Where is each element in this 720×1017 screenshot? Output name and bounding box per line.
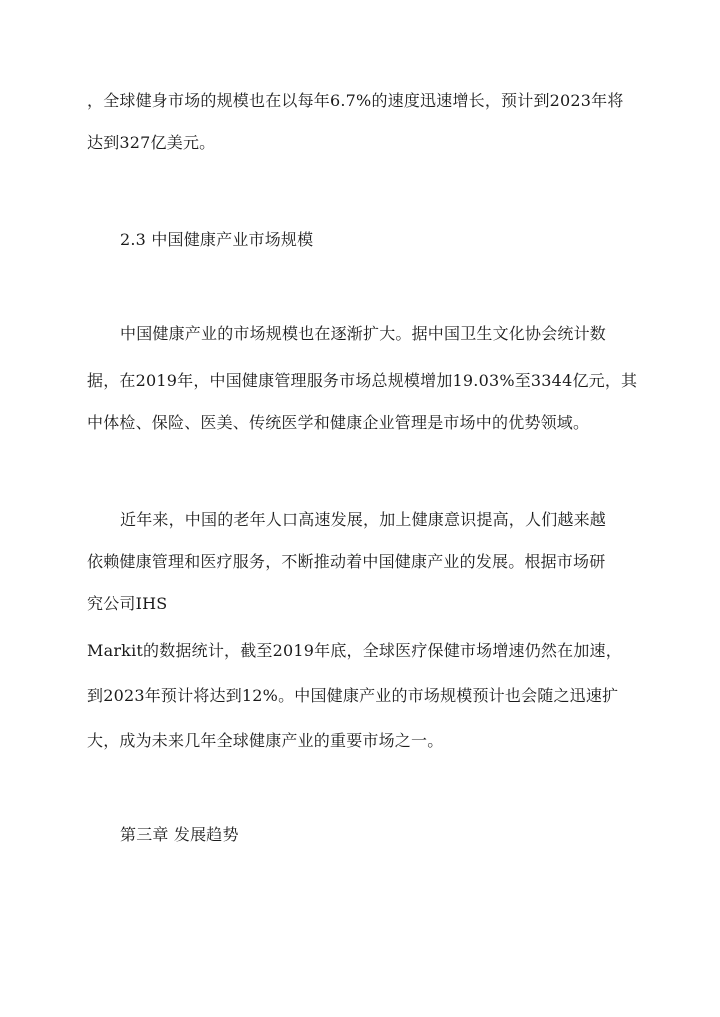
paragraph-line: 中国健康产业的市场规模也在逐渐扩大。据中国卫生文化协会统计数 <box>120 324 607 343</box>
section-heading: 2.3 中国健康产业市场规模 <box>120 230 314 249</box>
chapter-heading: 第三章 发展趋势 <box>120 825 239 844</box>
paragraph-line: 依赖健康管理和医疗服务，不断推动着中国健康产业的发展。根据市场研 <box>87 552 606 571</box>
paragraph-line: 达到327亿美元。 <box>87 133 216 152</box>
paragraph-line: 到2023年预计将达到12%。中国健康产业的市场规模预计也会随之迅速扩 <box>87 686 619 705</box>
paragraph-line: 大，成为未来几年全球健康产业的重要市场之一。 <box>87 731 444 750</box>
paragraph-line: 中体检、保险、医美、传统医学和健康企业管理是市场中的优势领域。 <box>87 413 590 432</box>
paragraph-line: ，全球健身市场的规模也在以每年6.7%的速度迅速增长，预计到2023年将 <box>87 91 624 110</box>
paragraph-line: 究公司IHS <box>87 594 168 613</box>
paragraph-line: 据，在2019年，中国健康管理服务市场总规模增加19.03%至3344亿元，其 <box>87 371 638 390</box>
paragraph-line: Markit的数据统计，截至2019年底，全球医疗保健市场增速仍然在加速， <box>87 641 622 660</box>
paragraph-line: 近年来，中国的老年人口高速发展，加上健康意识提高，人们越来越 <box>120 510 607 529</box>
